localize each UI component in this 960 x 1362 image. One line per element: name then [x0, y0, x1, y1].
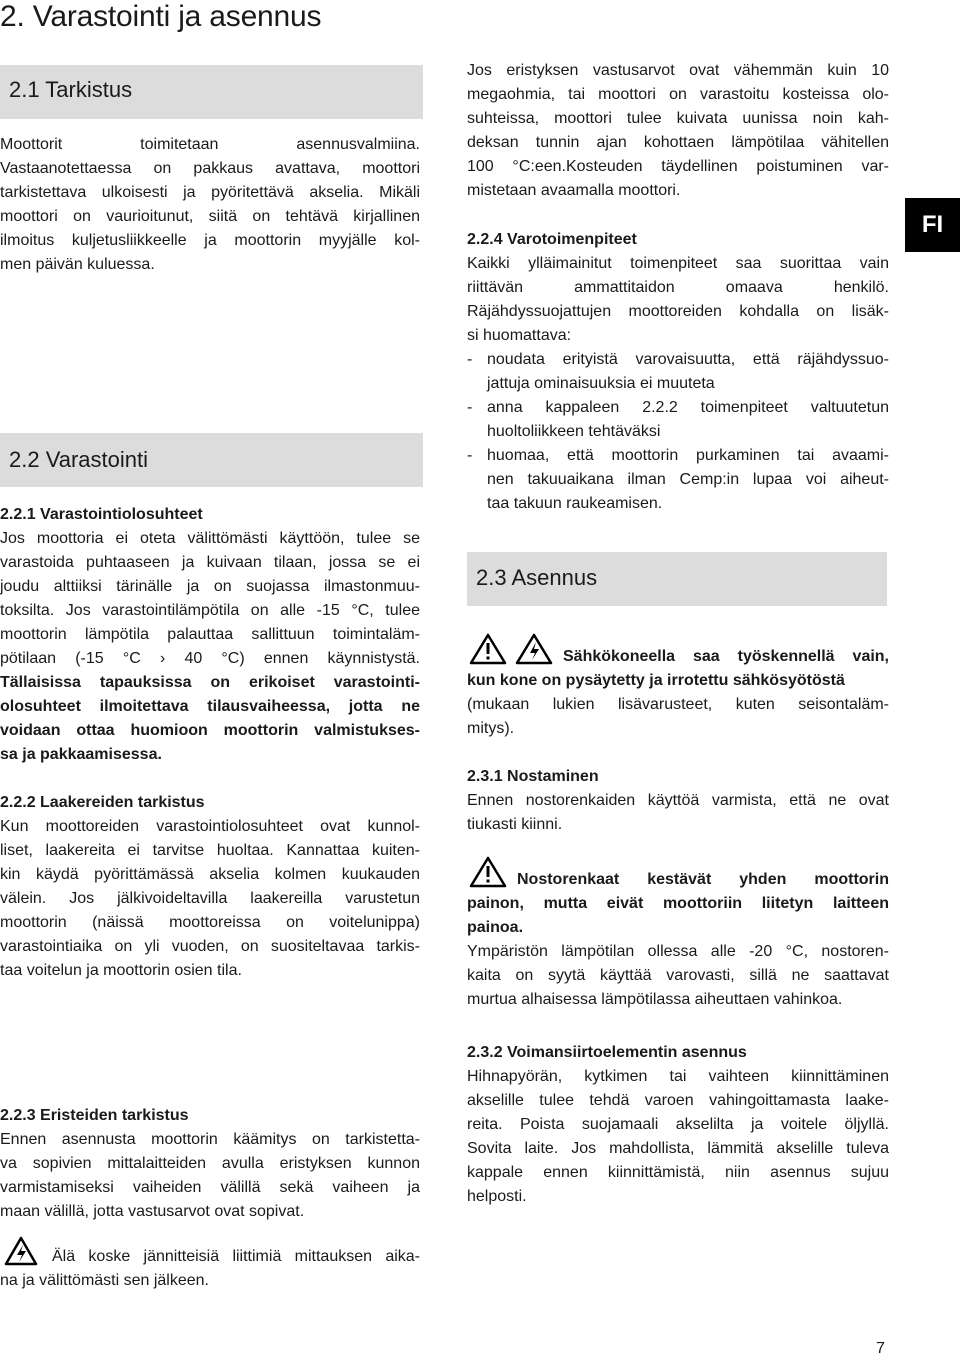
warning-text	[0, 1245, 420, 1293]
text-line: Ympäristön lämpötilan ollessa alle -20 °C, nostoren-	[467, 943, 889, 960]
section-2-3-2	[467, 1041, 889, 1209]
page-number: 7	[876, 1340, 885, 1357]
section-2-2-1	[0, 503, 420, 767]
text-line: Räjähdyssuojattujen moottoreiden kohdalla on lisäk-	[467, 303, 889, 320]
subsection-heading: 2.2.2 Laakereiden tarkistus	[0, 794, 205, 811]
text-line: mistetaan avaamalla moottori.	[467, 182, 681, 199]
text-line: moottorin lämpötila palauttaa sallittuun toimintaläm-	[0, 626, 420, 643]
text-line: moottori on vaurioitunut, siitä on tehtävä kirjallinen	[0, 208, 420, 225]
bold-line: Nostorenkaat kestävät yhden moottorin	[517, 871, 889, 888]
language-tab: FI	[905, 198, 960, 252]
subsection-heading: 2.3.1 Nostaminen	[467, 768, 599, 785]
text-line: Ennen asennusta moottorin käämitys on tarkistetta-	[0, 1131, 420, 1148]
text-line: suhteissa, moottori tulee kuivata uunissa noin kah-	[467, 110, 889, 127]
text-line: kaita on syytä käyttää varovasti, sillä ne saattavat	[467, 967, 889, 984]
section-2-1-text	[0, 133, 420, 277]
text-line: akselille tulee tehdä varoen vahingoittamasta laake-	[467, 1092, 889, 1109]
page-title: 2. Varastointi ja asennus	[0, 0, 322, 33]
text-line: pötilaan (-15 °C › 40 °C) ennen käynnistystä.	[0, 650, 420, 667]
text-line: reita. Poista suojamaali akselilta ja voitele öljyllä.	[467, 1116, 889, 1133]
text-line: ilmoitus kuljetusliikkeelle ja moottorin myyjälle kol-	[0, 232, 420, 249]
text-line: men päivän kuluessa.	[0, 256, 155, 273]
text-line: Jos eristyksen vastusarvot ovat vähemmän kuin 10	[467, 62, 889, 79]
section-2-3-heading: 2.3 Asennus	[467, 552, 887, 606]
bold-line: kun kone on pysäytetty ja irrotettu sähkösyötöstä	[467, 672, 845, 689]
text-line: varmistamiseksi vaiheiden välillä sekä vaiheen ja	[0, 1179, 420, 1196]
section-2-2-3	[0, 1104, 420, 1224]
text-line: kappale ennen kiinnittämistä, niin asennus sujuu	[467, 1164, 889, 1181]
bold-line: sa ja pakkaamisessa.	[0, 746, 162, 763]
text-line: tiukasti kiinni.	[467, 816, 563, 833]
text-line: Jos moottoria ei oteta välittömästi käyttöön, tulee se	[0, 530, 420, 547]
text-line: Älä koske jännitteisiä liittimiä mittauksen aika-	[52, 1248, 420, 1265]
section-2-2-heading: 2.2 Varastointi	[0, 433, 423, 487]
text-line: Hihnapyörän, kytkimen tai vaihteen kiinnittäminen	[467, 1068, 889, 1085]
text-line: kin käydä pyörittämässä akselia kolmen kuukauden	[0, 866, 420, 883]
bold-line: voidaan ottaa huomioon moottorin valmistukses-	[0, 722, 420, 739]
text-line: huoltoliikkeen tehtäväksi	[487, 423, 661, 440]
text-line: Moottorit toimitetaan asennusvalmiina.	[0, 136, 420, 153]
section-2-1-heading: 2.1 Tarkistus	[0, 65, 423, 119]
text-line: riittävän ammattitaidon omaava henkilö.	[467, 279, 889, 296]
text-line: megaohmia, tai moottori on varastoitu kosteissa olo-	[467, 86, 889, 103]
text-line: (mukaan lukien lisävarusteet, kuten seisontaläm-	[467, 696, 889, 713]
text-line: nen takuuaikana ilman Cemp:in lupaa voi aiheut-	[487, 471, 889, 488]
text-line: deksan tunnin ajan kohottaen lämpötilaa vähitellen	[467, 134, 889, 151]
intro-text	[467, 59, 889, 203]
text-line: huomaa, että moottorin purkaminen tai avaami-	[487, 447, 889, 464]
section-2-3-1	[467, 765, 889, 837]
subsection-heading: 2.2.4 Varotoimenpiteet	[467, 231, 637, 248]
text-line: välein. Jos jälkivoideltavilla laakereilla varustetun	[0, 890, 420, 907]
text-line: mitys).	[467, 720, 515, 737]
text-line: Ennen nostorenkaiden käyttöä varmista, että ne ovat	[467, 792, 889, 809]
text-line: helposti.	[467, 1188, 527, 1205]
bold-line: Sähkökoneella saa työskennellä vain,	[563, 648, 889, 665]
section-2-3-warning	[467, 645, 889, 741]
text-line: noudata erityistä varovaisuutta, että räjähdyssuo-	[487, 351, 889, 368]
section-2-3-1-warning	[467, 868, 889, 1012]
text-line: taa voitelun ja moottorin osien tila.	[0, 962, 242, 979]
list-dash: -	[467, 447, 473, 464]
text-line: tarkistettava ulkoisesti ja pyöritettävä akselia. Mikäli	[0, 184, 420, 201]
section-2-2-4	[467, 228, 889, 516]
text-line: va sopivien mittalaitteiden avulla eristyksen kunnon	[0, 1155, 420, 1172]
list-dash: -	[467, 351, 473, 368]
bold-line: painoa.	[467, 919, 524, 936]
subsection-heading: 2.2.3 Eristeiden tarkistus	[0, 1107, 189, 1124]
text-line: moottorin (näissä moottoreissa on voitelunippa)	[0, 914, 420, 931]
text-line: anna kappaleen 2.2.2 toimenpiteet valtuutetun	[487, 399, 889, 416]
list-dash: -	[467, 399, 473, 416]
text-line: murtua alhaisessa lämpötilassa aiheuttaen vahinkoa.	[467, 991, 843, 1008]
text-line: taa takuun raukeamisen.	[487, 495, 663, 512]
text-line: si huomattava:	[467, 327, 572, 344]
subsection-heading: 2.3.2 Voimansiirtoelementin asennus	[467, 1044, 747, 1061]
list-item	[467, 396, 889, 444]
text-line: maan välillä, jotta vastusarvot ovat sopivat.	[0, 1203, 305, 1220]
text-line: varastointiaika on yli vuoden, on suositeltavaa tarkis-	[0, 938, 420, 955]
subsection-heading: 2.2.1 Varastointiolosuhteet	[0, 506, 203, 523]
text-line: jattuja ominaisuuksia ei muuteta	[487, 375, 715, 392]
bold-line: painon, mutta eivät moottoriin liitetyn laitteen	[467, 895, 889, 912]
bold-line: Tällaisissa tapauksissa on erikoiset varastointi-	[0, 674, 420, 691]
list-item	[467, 444, 889, 516]
list-item	[467, 348, 889, 396]
text-line: na ja välittömästi sen jälkeen.	[0, 1272, 209, 1289]
text-line: 100 °C:een.Kosteuden täydellinen poistuminen var-	[467, 158, 889, 175]
text-line: Kun moottoreiden varastointiolosuhteet ovat kunnol-	[0, 818, 420, 835]
text-line: Vastaanotettaessa on pakkaus avattava, moottori	[0, 160, 420, 177]
text-line: joudu alttiiksi tärinälle ja on suojassa ilmastonmuu-	[0, 578, 420, 595]
text-line: Kaikki ylläimainitut toimenpiteet saa suorittaa vain	[467, 255, 889, 272]
bold-line: olosuhteet ilmoitettava tilausvaiheessa, jotta ne	[0, 698, 420, 715]
text-line: varastoida puhtaaseen ja kuivaan tilaan, jossa se ei	[0, 554, 420, 571]
text-line: toksilta. Jos varastointilämpötila on alle -15 °C, tulee	[0, 602, 420, 619]
text-line: Sovita laite. Jos mahdollista, lämmitä akselille tuleva	[467, 1140, 889, 1157]
section-2-2-2	[0, 791, 420, 983]
text-line: liset, laakereita ei tarvitse huoltaa. Kannattaa kuiten-	[0, 842, 420, 859]
